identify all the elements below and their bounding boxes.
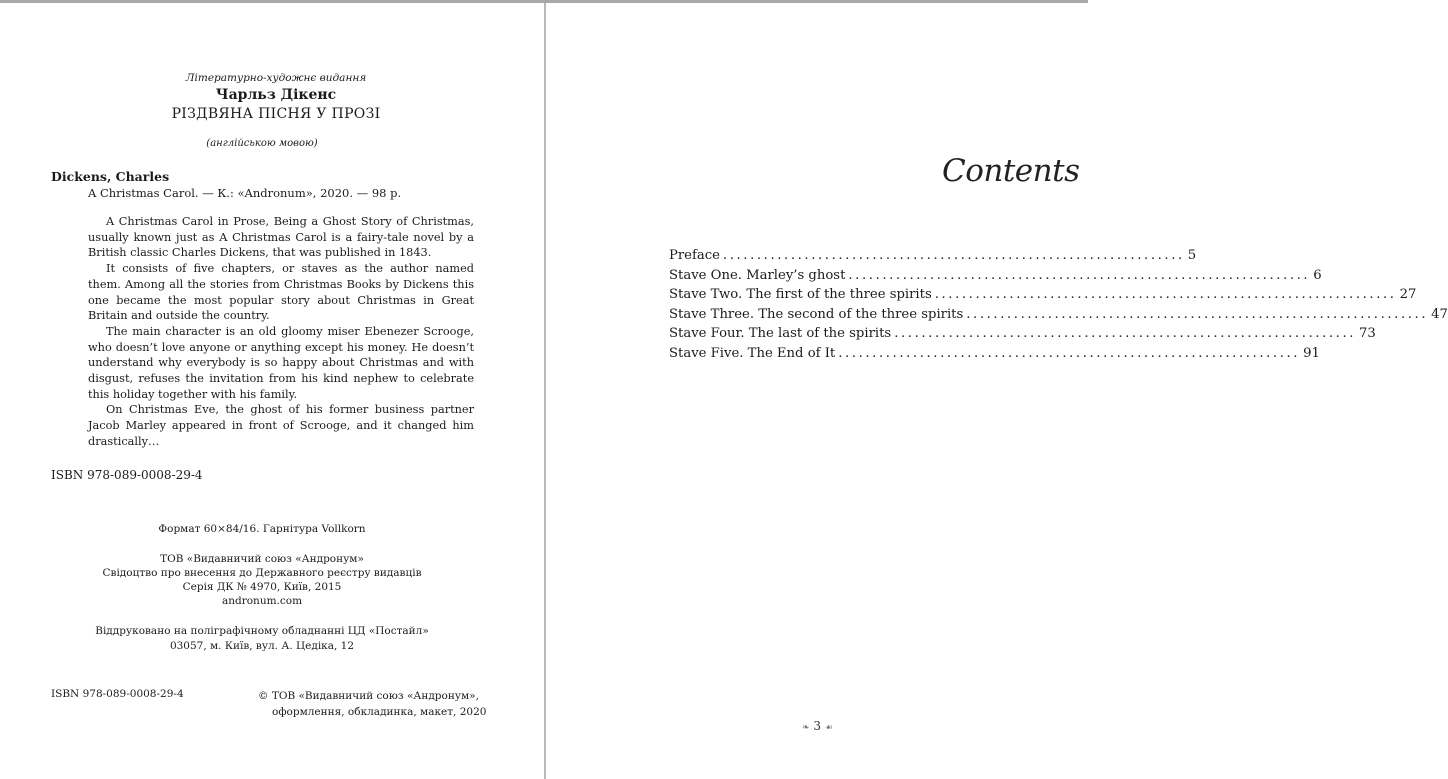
toc-entry-label: Stave Two. The first of the three spirits	[669, 287, 932, 303]
toc-entry[interactable]	[669, 345, 1320, 366]
toc-entry-label: Stave Four. The last of the spirits	[669, 326, 892, 342]
publisher-line: Серія ДК № 4970, Київ, 2015	[182, 581, 342, 593]
publisher-info	[0, 552, 524, 608]
toc-entry[interactable]	[669, 267, 1322, 288]
copyright-line: оформлення, обкладинка, макет, 2020	[272, 706, 487, 718]
format-line: Формат 60×84/16. Гарнітура Vollkorn	[158, 523, 366, 535]
copyright-line: © ТОВ «Видавничий союз «Андронум»,	[258, 690, 479, 702]
toc-entry-page: 5	[1187, 248, 1197, 263]
printer-line: Віддруковано на поліграфічному обладнанні ЦД «Постайл»	[95, 625, 429, 637]
left-page-imprint	[0, 3, 544, 779]
toc-entry-page: 47	[1431, 306, 1448, 322]
printer-line: 03057, м. Київ, вул. А. Цедіка, 12	[169, 640, 355, 652]
publisher-line: Свідоцтво про внесення до Державного реєстру видавців	[102, 567, 422, 579]
annotation-paragraph: The main character is an old gloomy miser Ebenezer Scrooge, who doesn’t love anyone or anything except his money. He doesn’t understand why everybody is so happy about Christmas and with disgust, refuses the invitation from his kind nephew to celebrate this holiday together with his family.	[88, 324, 474, 401]
book-title-ua: РІЗДВЯНА ПІСНЯ У ПРОЗІ	[171, 106, 381, 122]
page-number: 3	[813, 719, 822, 733]
publisher-line: ТОВ «Видавничий союз «Андронум»	[160, 553, 364, 565]
author-name-en: Dickens, Charles	[51, 169, 170, 184]
table-of-contents	[669, 248, 1448, 366]
toc-entry-label: Preface	[669, 248, 720, 263]
contents-heading: Contents	[942, 153, 1080, 189]
toc-leader-dots: ....................................................................	[722, 248, 1185, 263]
toc-entry[interactable]	[669, 248, 1197, 268]
toc-entry-page: 73	[1359, 326, 1376, 342]
ornament-left-icon: ❧	[802, 723, 810, 733]
publisher-line: andronum.com	[221, 595, 303, 607]
book-annotation	[88, 214, 474, 450]
toc-entry-label: Stave Five. The End of It	[669, 345, 836, 361]
toc-leader-dots: ....................................................................	[838, 345, 1301, 361]
toc-leader-dots: ....................................................................	[934, 287, 1397, 303]
toc-entry-page: 91	[1303, 345, 1320, 361]
toc-entry[interactable]	[669, 306, 1448, 327]
isbn-footer: ISBN 978-089-0008-29-4	[51, 688, 184, 700]
right-page-contents	[546, 3, 1448, 779]
annotation-paragraph: A Christmas Carol in Prose, Being a Ghost Story of Christmas, usually known just as A Christmas Carol is a fairy-tale novel by a British classic Charles Dickens, that was published in 1843.	[88, 215, 474, 260]
toc-leader-dots: ....................................................................	[848, 267, 1311, 283]
toc-leader-dots: ....................................................................	[966, 306, 1429, 322]
language-note: (англійською мовою)	[206, 138, 318, 149]
toc-entry[interactable]	[669, 287, 1417, 307]
page-number-footer	[802, 719, 833, 733]
toc-entry-page: 6	[1313, 267, 1322, 283]
isbn-main: ISBN 978-089-0008-29-4	[51, 468, 203, 482]
copyright-notice	[258, 688, 486, 720]
imprint-kind: Літературно-художнє видання	[185, 72, 367, 84]
annotation-paragraph: On Christmas Eve, the ghost of his former business partner Jacob Marley appeared in front of Scrooge, and it changed him drastically…	[88, 403, 474, 448]
author-name-ua: Чарльз Дікенс	[215, 87, 337, 103]
bibliographic-line: A Christmas Carol. — К.: «Andronum», 2020. — 98 p.	[88, 186, 402, 200]
toc-leader-dots: ....................................................................	[894, 326, 1357, 342]
printer-info	[0, 624, 524, 654]
toc-entry-label: Stave One. Marley’s ghost	[669, 267, 846, 283]
ornament-right-icon: ☙	[824, 723, 833, 733]
toc-entry[interactable]	[669, 326, 1376, 346]
annotation-paragraph: It consists of five chapters, or staves as the author named them. Among all the stories from Christmas Books by Dickens this one became the most popular story about Christmas in Great Britain and outside the country.	[88, 262, 474, 323]
toc-entry-label: Stave Three. The second of the three spirits	[669, 306, 964, 322]
toc-entry-page: 27	[1399, 287, 1417, 303]
